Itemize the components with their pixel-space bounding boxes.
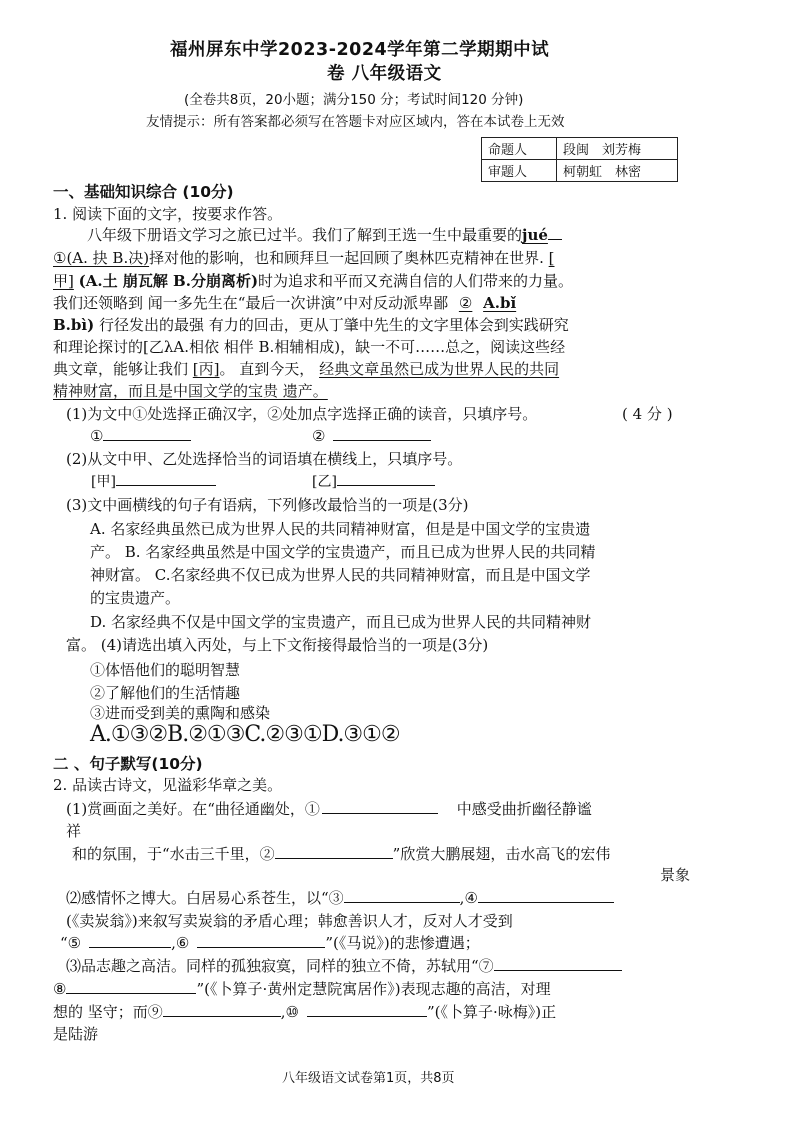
recite-text: ”(《马说》)的悲惨遭遇； [325, 934, 480, 952]
option-jia: (A.土 崩瓦解 B.分崩离析) [78, 272, 259, 290]
friendly-tip: 友情提示：所有答案都必须写在答题卡对应区域内，答在本试卷上无效 [146, 114, 565, 130]
recite-line: 是陆游 [53, 1025, 99, 1043]
recite-text: “⑤ [60, 934, 82, 952]
recite-text: ”(《卜算子·黄州定慧院寓居作》)表现志趣的高洁，对理 [196, 980, 551, 998]
recite-line: 祥 [66, 822, 82, 840]
answer-blank[interactable] [275, 843, 393, 859]
answer-blank[interactable] [163, 1001, 281, 1017]
answer-blank[interactable] [478, 887, 614, 903]
recite-text: 中感受曲折幽径静谧 [456, 800, 592, 818]
option-text: D. 名家经典不仅是中国文学的宝贵遗产，而且已成为世界人民的共同精神财 [90, 613, 592, 631]
recite-text: (1)赏画面之美好。在“曲径通幽处，① [66, 800, 320, 818]
passage-line [53, 314, 569, 335]
recite-line [53, 1001, 556, 1022]
recite-line: 景象 [660, 866, 691, 884]
answer-blank[interactable] [66, 978, 196, 994]
exam-note: (全卷共8页，20小题；满分150 分；考试时间120 分钟) [184, 92, 524, 108]
recite-line [60, 932, 480, 953]
passage-text: 择对他的影响，也和顾拜旦一起回顾了奥林匹克精神在世界. [149, 249, 544, 267]
blank-line [548, 224, 562, 240]
option-1: ①(A. 抉 B.决) [53, 249, 150, 267]
passage-line [87, 224, 562, 245]
passage-text: 八年级下册语文学习之旅已过半。我们了解到王选一生中最重要的 [87, 226, 523, 244]
recite-line [66, 798, 592, 819]
recite-text: ⑵感情怀之博大。白居易心系苍生，以“③ [66, 889, 344, 907]
score-label: ( 4 分 ) [622, 405, 673, 423]
option-text: 富。 (4)请选出填入丙处，与上下文衔接得最恰当的一项是(3分) [66, 636, 489, 654]
answer-row [90, 425, 191, 445]
answer-choices: A.①③②B.②①③C.②③①D.③①② [90, 722, 400, 747]
pinyin-option: A.bǐ [483, 294, 517, 312]
recite-text: ”(《卜算子·咏梅》)正 [427, 1003, 557, 1021]
marker-jia: 甲] [53, 272, 74, 290]
answer-blank[interactable] [116, 470, 216, 486]
recite-text: ,⑩ [280, 1003, 299, 1021]
sub-question-1: (1)为文中①处选择正确汉字，②处加点字选择正确的读音，只填序号。 [66, 405, 538, 423]
recite-text: ⑧ [53, 980, 67, 998]
passage-text: 典文章，能够让我们 [53, 360, 189, 378]
recite-line: (《卖炭翁》)来叙写卖炭翁的矛盾心理；韩愈善识人才，反对人才受到 [66, 912, 513, 930]
section-heading: 一、基础知识综合 (10分) [53, 183, 234, 201]
passage-text: 我们还领略到 闻一多先生在“最后一次讲演”中对反动派卑鄙 [53, 294, 449, 312]
pinyin-option: B.bì) [53, 316, 95, 334]
passage-text: 行径发出的最强 有力的回击，更从丁肇中先生的文字里体会到实践研究 [98, 316, 569, 334]
staff-table [481, 137, 678, 182]
answer-row [312, 425, 431, 445]
answer-blank[interactable] [344, 887, 460, 903]
sub-question-3: (3)文中画横线的句子有语病，下列修改最恰当的一项是(3分) [66, 496, 469, 514]
answer-blank[interactable] [197, 932, 325, 948]
page-footer: 八年级语文试卷第1页，共8页 [282, 1071, 455, 1086]
recite-text: ”欣赏大鹏展翅，击水高飞的宏伟 [392, 845, 611, 863]
recite-text: ⑶品志趣之高洁。同样的孤独寂寞，同样的独立不倚，苏轼用“⑦ [66, 957, 494, 975]
answer-blank[interactable] [89, 932, 171, 948]
marker-bing: [丙] [192, 360, 220, 378]
recite-text: ,⑥ [171, 934, 190, 952]
faulty-sentence: 遗产。 [278, 382, 328, 400]
question-stem: 2. 品读古诗文，见溢彩华章之美。 [53, 776, 283, 794]
passage-line [53, 247, 555, 268]
staff-row [482, 138, 678, 160]
option-text: 神财富。 C.名家经典不仅已成为世界人民的共同精神财富，而且是中国文学 [90, 566, 591, 584]
answer-row [91, 470, 216, 491]
marker-2: ② [458, 294, 473, 312]
passage-line [53, 292, 516, 313]
recite-line [66, 887, 614, 908]
staff-row [482, 160, 678, 182]
passage-line: 和理论探讨的[乙λA.相依 相伴 B.相辅相成)，缺一不可……总之，阅读这些经 [53, 338, 566, 356]
bracket-jia: [ [548, 249, 555, 267]
blank-label: ① [90, 427, 104, 445]
choice-item: ①体悟他们的聪明智慧 [90, 661, 241, 679]
sub-question-2: (2)从文中甲、乙处选择恰当的词语填在横线上，只填序号。 [66, 450, 463, 468]
answer-blank[interactable] [337, 470, 435, 486]
answer-blank[interactable] [307, 1001, 427, 1017]
recite-line [66, 955, 622, 976]
option-text: A. 名家经典虽然已成为世界人民的共同精神财富，但是是中国文学的宝贵遗 [90, 520, 591, 538]
staff-names: 段闽 刘芳梅 [557, 138, 678, 160]
faulty-sentence: 经典文章虽然已成为世界人民的共同 [319, 360, 560, 378]
option-text: 产。 B. 名家经典虽然是中国文学的宝贵遗产，而且已成为世界人民的共同精 [90, 543, 596, 561]
passage-text: 时为追求和平而又充满自信的人们带来的力量。 [258, 272, 574, 290]
passage-line [53, 270, 573, 291]
answer-row [312, 470, 435, 491]
staff-role: 命题人 [482, 138, 557, 160]
faulty-sentence: 精神财富，而且是中国文学的宝贵 [53, 382, 279, 400]
page-subtitle: 卷 八年级语文 [327, 64, 442, 84]
recite-text: 想的 坚守；而⑨ [53, 1003, 163, 1021]
answer-blank[interactable] [333, 425, 431, 441]
passage-line [53, 358, 559, 379]
recite-text: 和的氛围，于“水击三千里，② [72, 845, 275, 863]
answer-blank[interactable] [322, 798, 438, 814]
option-text: 的宝贵遗产。 [90, 589, 181, 607]
passage-line [53, 380, 328, 401]
choice-item: ③进而受到美的熏陶和感染 [90, 704, 271, 722]
pinyin-jue: jué [522, 226, 548, 244]
page-title: 福州屏东中学2023-2024学年第二学期期中试 [170, 40, 550, 60]
blank-label: ② [312, 427, 326, 445]
recite-line [53, 978, 551, 999]
passage-text: 。 直到今天， [219, 360, 315, 378]
answer-blank[interactable] [494, 955, 622, 971]
question-stem: 1. 阅读下面的文字，按要求作答。 [53, 205, 283, 223]
choice-item: ②了解他们的生活情趣 [90, 684, 241, 702]
staff-role: 审题人 [482, 160, 557, 182]
recite-line [72, 843, 610, 864]
answer-blank[interactable] [103, 425, 191, 441]
blank-label: [甲] [91, 474, 116, 490]
section-heading: 二 、句子默写(10分) [53, 755, 203, 773]
staff-names: 柯朝虹 林密 [557, 160, 678, 182]
recite-text: ,④ [459, 889, 478, 907]
blank-label: [乙] [312, 474, 337, 490]
